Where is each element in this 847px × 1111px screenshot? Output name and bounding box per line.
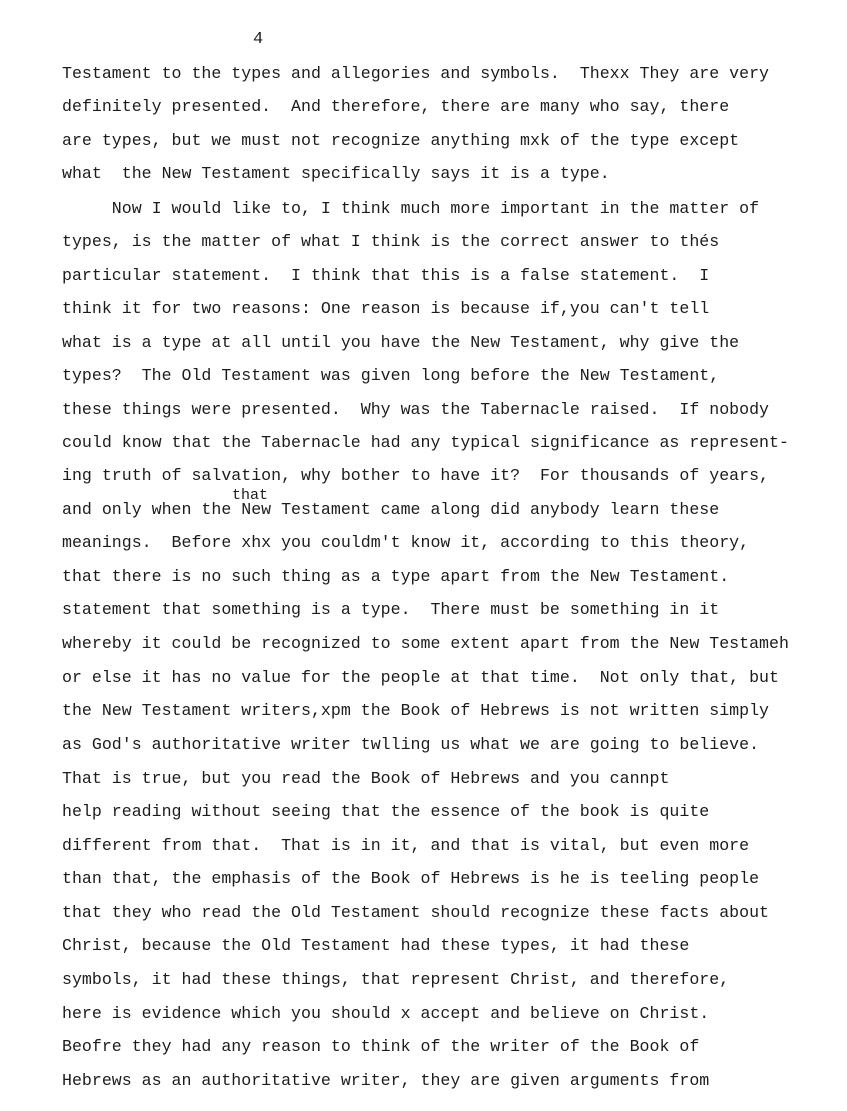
text-line: that they who read the Old Testament should recognize these facts about [62,903,770,922]
text-line: symbols, it had these things, that represent Christ, and therefore, [62,970,730,989]
text-line: types? The Old Testament was given long before the New Testament, [62,366,720,385]
text-line: different from that. That is in it, and that is vital, but even more [62,836,750,855]
text-line: could know that the Tabernacle had any typical significance as represent- [62,433,789,452]
text-line: here is evidence which you should x accept and believe on Christ. [62,1004,710,1023]
text-line: what is a type at all until you have the New Testament, why give the [62,333,740,352]
text-line: or else it has no value for the people at that time. Not only that, but [62,668,779,687]
text-line: are types, but we must not recognize anything mxk of the type except [62,131,740,150]
interlinear-insertion: that [232,487,269,504]
text-line: statement that something is a type. There must be something in it [62,600,720,619]
text-line: than that, the emphasis of the Book of Hebrews is he is teeling people [62,869,760,888]
text-line: and only when the New Testament came along did anybody learn these [62,500,720,519]
text-line: Hebrews as an authoritative writer, they are given arguments from [62,1071,710,1090]
text-line: help reading without seeing that the essence of the book is quite [62,802,710,821]
text-line: as God's authoritative writer twlling us what we are going to believe. [62,735,760,754]
text-line: particular statement. I think that this is a false statement. I [62,266,710,285]
text-line: meanings. Before xhx you couldm't know it, according to this theory, [62,533,750,552]
page-number: 4 [253,30,264,49]
text-line: types, is the matter of what I think is the correct answer to thés [62,232,720,251]
text-line: ing truth of salvation, why bother to have it? For thousands of years, [62,466,770,485]
text-line: these things were presented. Why was the Tabernacle raised. If nobody [62,400,770,419]
text-line: Testament to the types and allegories and symbols. Thexx They are very [62,64,770,83]
text-line: definitely presented. And therefore, there are many who say, there [62,97,730,116]
text-line: Beofre they had any reason to think of the writer of the Book of [62,1037,700,1056]
text-line: That is true, but you read the Book of Hebrews and you cannpt [62,769,670,788]
text-line: Christ, because the Old Testament had these types, it had these [62,936,690,955]
text-line: whereby it could be recognized to some extent apart from the New Testameh [62,634,789,653]
text-line: think it for two reasons: One reason is because if,you can't tell [62,299,710,318]
text-line: that there is no such thing as a type apart from the New Testament. [62,567,730,586]
text-line: Now I would like to, I think much more important in the matter of [62,199,760,218]
text-line: what the New Testament specifically says it is a type. [62,164,610,183]
text-line: the New Testament writers,xpm the Book of Hebrews is not written simply [62,701,770,720]
